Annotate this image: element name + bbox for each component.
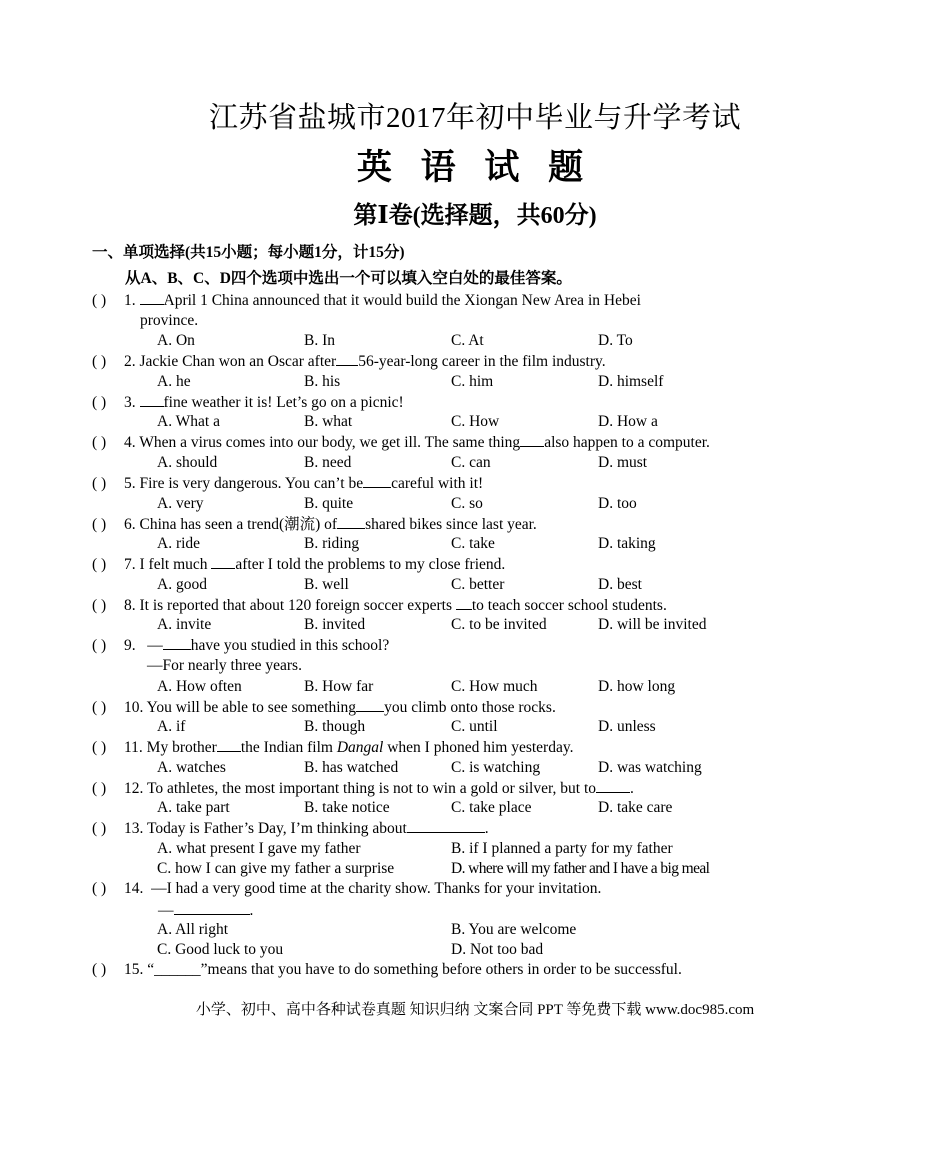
answer-paren: ( ) [92, 879, 107, 897]
option-b: B. well [304, 575, 349, 593]
option-d: D. was watching [598, 758, 702, 776]
options-1 [92, 331, 912, 351]
blank [407, 818, 485, 833]
option-b: B. quite [304, 494, 354, 512]
options-13-ab [92, 839, 912, 859]
question-2: ( ) 2. Jackie Chan won an Oscar after 56-year-long career in the film industry. [92, 351, 912, 372]
option-c: C. better [451, 575, 505, 593]
option-c: C. At [451, 332, 484, 350]
option-d: D. best [598, 575, 642, 593]
option-d: D. take care [598, 799, 673, 817]
options-8 [92, 615, 912, 635]
subject-title: 英 语 试 题 [356, 148, 594, 187]
options-10 [92, 717, 912, 737]
blank [520, 432, 544, 447]
option-c: C. How [451, 413, 500, 431]
option-b: B. has watched [304, 758, 399, 776]
question-8: ( ) 8. It is reported that about 120 foreign soccer experts to teach soccer school students. [92, 595, 912, 616]
question-9: ( ) 9. — have you studied in this school? [92, 635, 912, 656]
answer-paren: ( ) [92, 596, 107, 614]
option-b: B. his [304, 372, 341, 390]
question-7: ( ) 7. I felt much after I told the problems to my close friend. [92, 554, 912, 575]
options-5 [92, 494, 912, 514]
option-d: D. himself [598, 372, 664, 390]
option-b: B. invited [304, 616, 366, 634]
blank [456, 595, 472, 610]
option-a: A. All right [157, 921, 229, 939]
option-b: B. need [304, 453, 352, 471]
options-14-ab [92, 920, 912, 940]
question-1: ( ) 1. April 1 China announced that it would build the Xiongan New Area in Hebei [92, 290, 912, 311]
blank [140, 392, 164, 407]
question-11: ( ) 11. My brother the Indian film Dangal when I phoned him yesterday. [92, 737, 912, 758]
options-3 [92, 412, 912, 432]
options-7 [92, 575, 912, 595]
option-b: B. riding [304, 535, 360, 553]
option-b: B. take notice [304, 799, 390, 817]
answer-paren: ( ) [92, 353, 107, 371]
question-13: ( ) 13. Today is Father’s Day, I’m thinking about . [92, 818, 912, 839]
option-a: A. ride [157, 535, 201, 553]
answer-paren: ( ) [92, 474, 107, 492]
answer-paren: ( ) [92, 698, 107, 716]
answer-paren: ( ) [92, 434, 107, 452]
question-4: ( ) 4. When a virus comes into our body, we get ill. The same thing also happen to a computer. [92, 432, 912, 453]
option-d: D. How a [598, 413, 658, 431]
answer-paren: ( ) [92, 820, 107, 838]
option-d: D. Not too bad [451, 941, 544, 959]
question-6: ( ) 6. China has seen a trend(潮流) of shared bikes since last year. [92, 514, 912, 535]
option-d: D. too [598, 494, 637, 512]
question-10: ( ) 10. You will be able to see something you climb onto those rocks. [92, 697, 912, 718]
option-b: B. what [304, 413, 353, 431]
option-a: A. What a [157, 413, 220, 431]
options-14-cd [92, 940, 912, 960]
option-a: A. very [157, 494, 204, 512]
option-d: D. where will my father and I have a big meal [451, 859, 710, 877]
option-a: A. invite [157, 616, 212, 634]
question-14: ( ) 14. —I had a very good time at the charity show. Thanks for your invitation. [92, 879, 912, 900]
part-title: 第Ⅰ卷(选择题，共60分) [353, 203, 597, 229]
option-d: D. unless [598, 718, 656, 736]
section-instruction: 从A、B、C、D四个选项中选出一个可以填入空白处的最佳答案。 [125, 270, 572, 287]
answer-paren: ( ) [92, 637, 107, 655]
option-b: B. In [304, 332, 335, 350]
film-title: Dangal [336, 739, 384, 757]
exam-title: 江苏省盐城市2017年初中毕业与升学考试 [208, 102, 741, 134]
option-a: A. good [157, 575, 207, 593]
blank [337, 514, 365, 529]
question-15: ( ) 15. “______”means that you have to do something before others in order to be successful. [92, 960, 912, 981]
option-a: A. How often [157, 677, 242, 695]
option-c: C. until [451, 718, 498, 736]
section-heading: 一、单项选择(共15小题；每小题1分，计15分) [92, 244, 405, 261]
option-a: A. On [157, 332, 195, 350]
blank [211, 554, 235, 569]
page-footer: 小学、初中、高中各种试卷真题 知识归纳 文案合同 PPT 等免费下载 www.doc985.com [195, 1002, 755, 1018]
option-d: D. taking [598, 535, 656, 553]
options-4 [92, 453, 912, 473]
options-2 [92, 372, 912, 392]
option-c: C. so [451, 494, 483, 512]
option-a: A. he [157, 372, 191, 390]
answer-paren: ( ) [92, 556, 107, 574]
blank [163, 635, 191, 650]
option-a: A. take part [157, 799, 230, 817]
option-a: A. should [157, 453, 218, 471]
option-c: C. take [451, 535, 495, 553]
blank [356, 697, 384, 712]
options-9 [92, 677, 912, 697]
blank [363, 473, 391, 488]
option-c: C. can [451, 453, 491, 471]
question-list [92, 290, 912, 981]
options-11 [92, 758, 912, 778]
option-c: C. How much [451, 677, 538, 695]
answer-paren: ( ) [92, 515, 107, 533]
option-b: B. though [304, 718, 366, 736]
option-c: C. is watching [451, 758, 541, 776]
option-a: A. if [157, 718, 186, 736]
blank [174, 900, 250, 915]
question-14-reply: — . [158, 901, 254, 919]
answer-paren: ( ) [92, 393, 107, 411]
option-b: B. if I planned a party for my father [451, 839, 673, 857]
option-a: A. watches [157, 758, 226, 776]
question-3: ( ) 3. fine weather it is! Let’s go on a picnic! [92, 392, 912, 413]
option-d: D. will be invited [598, 616, 707, 634]
options-13-cd [92, 859, 912, 879]
options-6 [92, 534, 912, 554]
answer-paren: ( ) [92, 292, 107, 309]
blank [596, 778, 630, 793]
option-d: D. must [598, 453, 648, 471]
option-c: C. how I can give my father a surprise [157, 859, 395, 877]
option-b: B. How far [304, 677, 374, 695]
answer-paren: ( ) [92, 961, 107, 979]
blank [217, 737, 241, 752]
blank [336, 351, 358, 366]
options-12 [92, 798, 912, 818]
option-d: D. To [598, 332, 633, 350]
option-d: D. how long [598, 677, 676, 695]
option-c: C. him [451, 372, 494, 390]
option-c: C. take place [451, 799, 532, 817]
blank [140, 290, 164, 305]
question-12: ( ) 12. To athletes, the most important thing is not to win a gold or silver, but to . [92, 778, 912, 799]
option-c: C. Good luck to you [157, 941, 284, 959]
question-5: ( ) 5. Fire is very dangerous. You can’t be careful with it! [92, 473, 912, 494]
answer-paren: ( ) [92, 739, 107, 757]
option-b: B. You are welcome [451, 921, 577, 939]
question-9-answer: —For nearly three years. [147, 656, 302, 674]
question-1-cont: province. [140, 311, 199, 329]
option-a: A. what present I gave my father [157, 839, 361, 857]
option-c: C. to be invited [451, 616, 547, 634]
answer-paren: ( ) [92, 779, 107, 797]
